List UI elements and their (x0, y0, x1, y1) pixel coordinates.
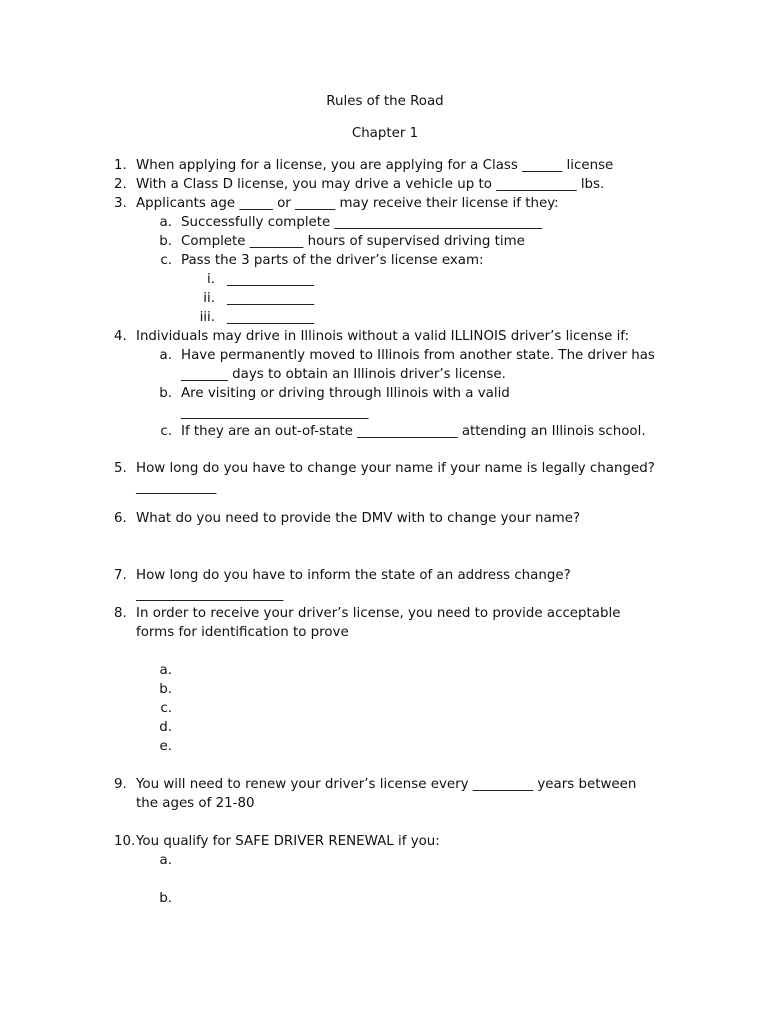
question-text: Applicants age _____ or ______ may receive their license if they: (136, 196, 559, 211)
sub-item-text: Complete ________ hours of supervised driving time (181, 234, 525, 249)
sub-item-text: Are visiting or driving through Illinois with a valid (181, 386, 510, 401)
roman-item-label: ii. (203, 291, 215, 306)
roman-item-blank: _____________ (227, 272, 315, 287)
question-text: How long do you have to change your name if your name is legally changed? (136, 461, 655, 476)
question-number: 6. (114, 511, 127, 526)
question-number: 3. (114, 196, 127, 211)
question-number: 2. (114, 177, 127, 192)
question-text: When applying for a license, you are applying for a Class ______ license (136, 158, 614, 173)
sub-item-text: Successfully complete _______________________________ (181, 215, 543, 230)
sub-item-text: ____________________________ (181, 405, 369, 420)
question-text: You will need to renew your driver’s license every _________ years between (136, 777, 637, 792)
question-text: forms for identification to prove (136, 625, 349, 640)
question-number: 1. (114, 158, 127, 173)
answer-item-label: a. (159, 663, 172, 678)
question-number: 7. (114, 568, 127, 583)
question-text: With a Class D license, you may drive a vehicle up to ____________ lbs. (136, 177, 605, 192)
question-text: How long do you have to inform the state of an address change? (136, 568, 571, 583)
sub-item-text: Have permanently moved to Illinois from another state. The driver has (181, 348, 655, 363)
answer-item-label: d. (159, 720, 172, 735)
sub-item-label: b. (159, 386, 172, 401)
question-text: You qualify for SAFE DRIVER RENEWAL if you: (136, 834, 440, 849)
question-number: 9. (114, 777, 127, 792)
question-text: the ages of 21-80 (136, 796, 255, 811)
question-text: What do you need to provide the DMV with to change your name? (136, 511, 581, 526)
question-number: 4. (114, 329, 127, 344)
sub-item-label: c. (160, 253, 172, 268)
sub-item-label: c. (160, 424, 172, 439)
question-text: Individuals may drive in Illinois without a valid ILLINOIS driver’s license if: (136, 329, 630, 344)
roman-item-blank: _____________ (227, 310, 315, 325)
roman-item-blank: _____________ (227, 291, 315, 306)
question-text: ____________ (136, 480, 217, 495)
question-number: 10. (114, 834, 136, 849)
sub-item-text: Pass the 3 parts of the driver’s license exam: (181, 253, 484, 268)
sub-item-label: b. (159, 234, 172, 249)
chapter-heading: Chapter 1 (351, 126, 419, 141)
answer-item-label: b. (159, 891, 172, 906)
answer-item-label: e. (159, 739, 172, 754)
question-number: 8. (114, 606, 127, 621)
sub-item-text: If they are an out-of-state _______________ attending an Illinois school. (181, 424, 646, 439)
question-text: In order to receive your driver’s license, you need to provide acceptable (136, 606, 621, 621)
roman-item-label: iii. (199, 310, 215, 325)
sub-item-text: _______ days to obtain an Illinois driver’s license. (181, 367, 506, 382)
sub-item-label: a. (159, 348, 172, 363)
answer-item-label: c. (160, 701, 172, 716)
sub-item-label: a. (159, 215, 172, 230)
question-number: 5. (114, 461, 127, 476)
document-title: Rules of the Road (326, 94, 444, 109)
answer-item-label: b. (159, 682, 172, 697)
question-text: ______________________ (136, 587, 284, 602)
roman-item-label: i. (207, 272, 215, 287)
answer-item-label: a. (159, 853, 172, 868)
